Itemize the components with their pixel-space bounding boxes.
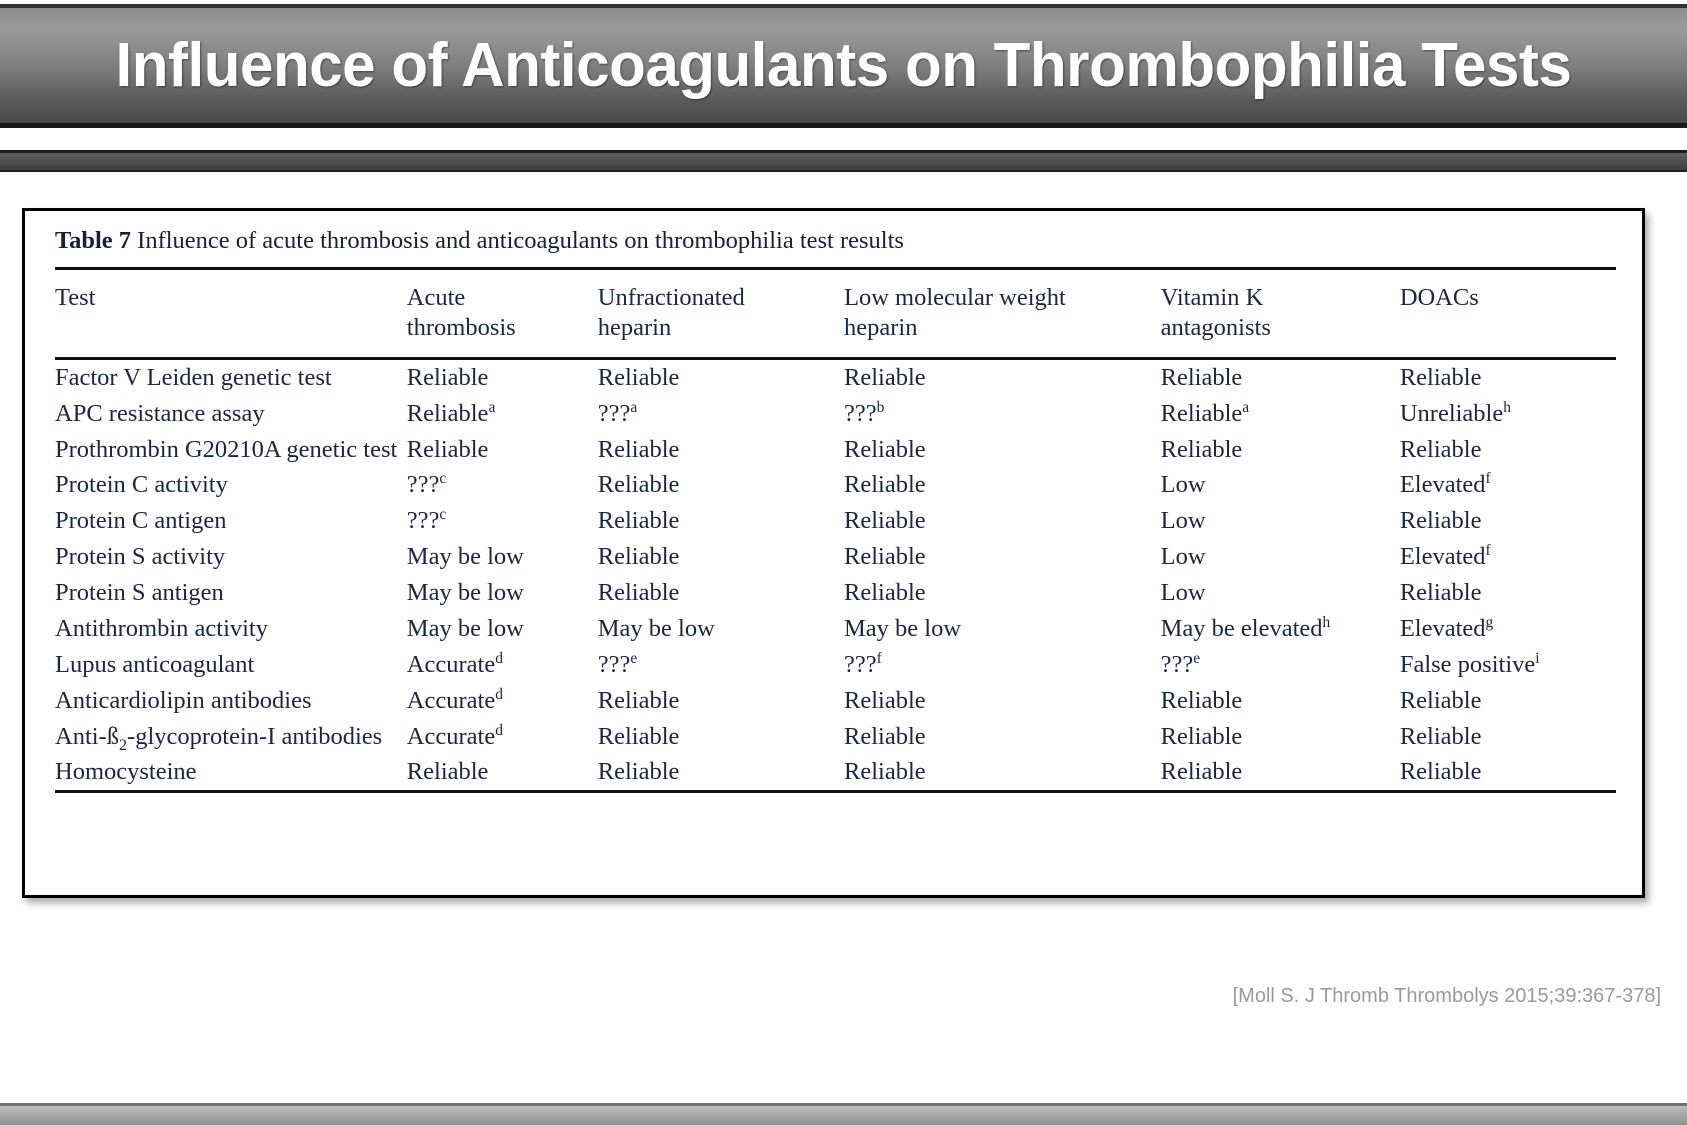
- unfractionated-heparin-value: Reliable: [597, 543, 680, 571]
- cell-vitamin-k-antagonists: [1161, 611, 1400, 647]
- unfractionated-heparin-value: ???$^e$: [597, 649, 638, 678]
- cell-vitamin-k-antagonists: [1161, 575, 1400, 611]
- vitamin-k-antagonists-value: Low: [1160, 507, 1206, 535]
- vitamin-k-antagonists-value: Reliable$^a$: [1160, 398, 1250, 427]
- slide-bottom-bar: [0, 1103, 1687, 1125]
- footnote-marker: d: [495, 721, 503, 739]
- column-header-test: Test: [55, 284, 96, 311]
- unfractionated-heparin-value: ???$^a$: [597, 398, 638, 427]
- table-row: [55, 432, 1616, 468]
- acute-thrombosis-value: ???$^c$: [406, 470, 447, 499]
- cell-unfractionated-heparin: [598, 719, 844, 755]
- cell-low-molecular-weight-heparin: [844, 467, 1161, 503]
- cell-acute-thrombosis: [407, 719, 598, 755]
- cell-test-name: [55, 503, 407, 539]
- cell-test-name: [55, 360, 407, 396]
- table-bottom-rule: [55, 790, 1616, 793]
- cell-vitamin-k-antagonists: [1161, 432, 1400, 468]
- footnote-marker: g: [1485, 613, 1494, 631]
- unfractionated-heparin-value: Reliable: [597, 722, 680, 750]
- acute-thrombosis-value: Reliable: [406, 435, 489, 463]
- vitamin-k-antagonists-value: Low: [1160, 543, 1206, 571]
- cell-vitamin-k-antagonists: [1161, 467, 1400, 503]
- table-caption-label: Table 7: [55, 227, 132, 254]
- test-name-value: Protein C activity: [55, 471, 228, 499]
- acute-thrombosis-value: May be low: [406, 614, 524, 642]
- table-row: [55, 754, 1616, 790]
- test-name-value: Anti-$ß_2-glycoprotein-I$ antibodies: [55, 722, 383, 754]
- doacs-value: Reliable: [1399, 435, 1482, 463]
- test-name-value: Lupus anticoagulant: [55, 650, 255, 678]
- column-header-acute-thrombosis: Acute thrombosis: [406, 284, 516, 341]
- table-row: [55, 467, 1616, 503]
- cell-test-name: [55, 683, 407, 719]
- footnote-marker: c: [439, 470, 447, 488]
- footnote-marker: f: [876, 649, 882, 667]
- doacs-value: Reliable: [1399, 722, 1482, 750]
- test-name-value: APC resistance assay: [55, 399, 265, 427]
- doacs-value: Unreliable$^h$: [1399, 398, 1511, 427]
- footnote-marker: a: [1242, 398, 1250, 416]
- cell-low-molecular-weight-heparin: [844, 611, 1161, 647]
- unfractionated-heparin-value: Reliable: [597, 435, 680, 463]
- footnote-marker: e: [1193, 649, 1201, 667]
- acute-thrombosis-value: ???$^c$: [406, 506, 447, 535]
- cell-test-name: [55, 467, 407, 503]
- column-header-unfractionated-heparin: Unfractionated heparin: [597, 284, 745, 341]
- footnote-marker: c: [439, 506, 447, 524]
- table-row: [55, 503, 1616, 539]
- low-molecular-weight-heparin-value: Reliable: [844, 507, 926, 535]
- cell-doacs: [1400, 467, 1616, 503]
- cell-low-molecular-weight-heparin: [844, 432, 1161, 468]
- footnote-marker: h: [1322, 613, 1331, 631]
- acute-thrombosis-value: Reliable$^a$: [406, 398, 496, 427]
- low-molecular-weight-heparin-value: Reliable: [844, 686, 926, 714]
- cell-unfractionated-heparin: [598, 754, 844, 790]
- banner-underline-bar: [0, 150, 1687, 172]
- doacs-value: Reliable: [1399, 686, 1482, 714]
- vitamin-k-antagonists-value: Low: [1160, 579, 1206, 606]
- cell-acute-thrombosis: [407, 396, 598, 432]
- cell-vitamin-k-antagonists: [1161, 754, 1400, 790]
- table-inner: [25, 211, 1642, 801]
- vitamin-k-antagonists-value: Low: [1160, 471, 1206, 499]
- acute-thrombosis-value: May be low: [406, 543, 524, 571]
- footnote-marker: a: [488, 398, 496, 416]
- vitamin-k-antagonists-value: Reliable: [1160, 435, 1243, 463]
- vitamin-k-antagonists-value: Reliable: [1160, 758, 1243, 786]
- test-name-value: Homocysteine: [55, 758, 197, 786]
- doacs-value: Elevated$^f$: [1399, 470, 1491, 499]
- cell-low-molecular-weight-heparin: [844, 754, 1161, 790]
- banner-gap: [0, 133, 1687, 150]
- doacs-value: Elevated$^f$: [1399, 541, 1491, 571]
- cell-low-molecular-weight-heparin: [844, 647, 1161, 683]
- cell-test-name: [55, 539, 407, 575]
- cell-acute-thrombosis: [407, 683, 598, 719]
- doacs-value: Reliable: [1399, 579, 1482, 606]
- cell-unfractionated-heparin: [598, 503, 844, 539]
- doacs-value: False positive$^i$: [1399, 649, 1540, 678]
- acute-thrombosis-value: Accurate$^d$: [406, 685, 503, 714]
- cell-doacs: [1400, 360, 1616, 396]
- cell-acute-thrombosis: [407, 539, 598, 575]
- unfractionated-heparin-value: Reliable: [597, 507, 680, 535]
- cell-low-molecular-weight-heparin: [844, 360, 1161, 396]
- low-molecular-weight-heparin-value: Reliable: [844, 471, 926, 499]
- low-molecular-weight-heparin-value: May be low: [844, 614, 962, 642]
- cell-unfractionated-heparin: [598, 396, 844, 432]
- low-molecular-weight-heparin-value: Reliable: [844, 579, 926, 606]
- acute-thrombosis-value: Accurate$^d$: [406, 649, 503, 678]
- cell-vitamin-k-antagonists: [1161, 539, 1400, 575]
- unfractionated-heparin-value: Reliable: [597, 579, 680, 606]
- test-name-value: Factor V Leiden genetic test: [55, 363, 332, 391]
- cell-test-name: [55, 719, 407, 755]
- table-body: [55, 360, 1616, 791]
- table-header-row: [55, 270, 1616, 357]
- cell-acute-thrombosis: [407, 432, 598, 468]
- cell-vitamin-k-antagonists: [1161, 396, 1400, 432]
- low-molecular-weight-heparin-value: Reliable: [844, 543, 926, 571]
- low-molecular-weight-heparin-value: ???$^b$: [844, 398, 885, 427]
- cell-doacs: [1400, 683, 1616, 719]
- acute-thrombosis-value: Reliable: [406, 363, 489, 391]
- slide-title-banner: [0, 4, 1687, 128]
- test-name-value: Prothrombin G20210A genetic test: [55, 435, 398, 463]
- footnote-marker: d: [495, 685, 503, 703]
- unfractionated-heparin-value: Reliable: [597, 686, 680, 714]
- cell-vitamin-k-antagonists: [1161, 503, 1400, 539]
- cell-doacs: [1400, 719, 1616, 755]
- footnote-marker: f: [1485, 541, 1491, 559]
- cell-low-molecular-weight-heparin: [844, 719, 1161, 755]
- cell-vitamin-k-antagonists: [1161, 360, 1400, 396]
- table-row: [55, 575, 1616, 611]
- footnote-marker: i: [1535, 649, 1540, 667]
- cell-doacs: [1400, 611, 1616, 647]
- cell-acute-thrombosis: [407, 503, 598, 539]
- cell-test-name: [55, 754, 407, 790]
- cell-low-molecular-weight-heparin: [844, 396, 1161, 432]
- column-header-low-molecular-weight-heparin: Low molecular weight heparin: [844, 284, 1066, 341]
- cell-acute-thrombosis: [407, 611, 598, 647]
- cell-doacs: [1400, 503, 1616, 539]
- cell-acute-thrombosis: [407, 647, 598, 683]
- page-title: Influence of Anticoagulants on Thrombophilia Tests: [115, 31, 1572, 100]
- cell-unfractionated-heparin: [598, 575, 844, 611]
- cell-test-name: [55, 611, 407, 647]
- table-caption: [55, 227, 1616, 255]
- test-name-value: Protein S activity: [55, 543, 226, 571]
- cell-unfractionated-heparin: [598, 647, 844, 683]
- table-caption-text: Influence of acute thrombosis and anticoagulants on thrombophilia test results: [137, 227, 904, 254]
- table-row: [55, 360, 1616, 396]
- cell-low-molecular-weight-heparin: [844, 575, 1161, 611]
- test-name-value: Protein S antigen: [55, 579, 224, 606]
- low-molecular-weight-heparin-value: Reliable: [844, 435, 926, 463]
- doacs-value: Reliable: [1399, 507, 1482, 535]
- unfractionated-heparin-value: Reliable: [597, 758, 680, 786]
- low-molecular-weight-heparin-value: Reliable: [844, 363, 926, 391]
- cell-test-name: [55, 432, 407, 468]
- low-molecular-weight-heparin-value: Reliable: [844, 758, 926, 786]
- vitamin-k-antagonists-value: May be elevated$^h$: [1160, 613, 1331, 642]
- test-name-value: Antithrombin activity: [55, 614, 268, 642]
- cell-doacs: [1400, 754, 1616, 790]
- cell-low-molecular-weight-heparin: [844, 683, 1161, 719]
- column-header-doacs: DOACs: [1399, 284, 1479, 311]
- unfractionated-heparin-value: Reliable: [597, 363, 680, 391]
- table-row: [55, 611, 1616, 647]
- vitamin-k-antagonists-value: Reliable: [1160, 363, 1243, 391]
- subscript-two: 2: [118, 736, 128, 754]
- cell-unfractionated-heparin: [598, 683, 844, 719]
- table-header: [55, 270, 1616, 357]
- vitamin-k-antagonists-value: Reliable: [1160, 686, 1243, 714]
- cell-doacs: [1400, 539, 1616, 575]
- vitamin-k-antagonists-value: Reliable: [1160, 722, 1243, 750]
- citation-text: [Moll S. J Thromb Thrombolys 2015;39:367-378]: [1232, 985, 1661, 1007]
- table-figure-container: [22, 208, 1645, 898]
- cell-vitamin-k-antagonists: [1161, 647, 1400, 683]
- low-molecular-weight-heparin-value: ???$^f$: [844, 649, 882, 678]
- table-row: [55, 683, 1616, 719]
- cell-unfractionated-heparin: [598, 611, 844, 647]
- footnote-marker: d: [495, 649, 503, 667]
- doacs-value: Elevated$^g$: [1399, 613, 1494, 642]
- footnote-marker: f: [1485, 470, 1491, 488]
- table-row: [55, 647, 1616, 683]
- footnote-marker: a: [630, 398, 638, 416]
- footnote-marker: h: [1503, 398, 1511, 416]
- cell-unfractionated-heparin: [598, 432, 844, 468]
- unfractionated-heparin-value: May be low: [597, 614, 715, 642]
- cell-doacs: [1400, 575, 1616, 611]
- thrombophilia-results-body: [55, 360, 1616, 791]
- cell-acute-thrombosis: [407, 467, 598, 503]
- thrombophilia-results-table: [55, 270, 1616, 357]
- unfractionated-heparin-value: Reliable: [597, 471, 680, 499]
- cell-test-name: [55, 647, 407, 683]
- table-row: [55, 396, 1616, 432]
- doacs-value: Reliable: [1399, 363, 1482, 391]
- cell-acute-thrombosis: [407, 360, 598, 396]
- cell-doacs: [1400, 647, 1616, 683]
- acute-thrombosis-value: May be low: [406, 579, 524, 606]
- cell-doacs: [1400, 396, 1616, 432]
- cell-unfractionated-heparin: [598, 539, 844, 575]
- cell-low-molecular-weight-heparin: [844, 539, 1161, 575]
- cell-doacs: [1400, 432, 1616, 468]
- table-row: [55, 539, 1616, 575]
- cell-test-name: [55, 575, 407, 611]
- cell-acute-thrombosis: [407, 575, 598, 611]
- low-molecular-weight-heparin-value: Reliable: [844, 722, 926, 750]
- acute-thrombosis-value: Accurate$^d$: [406, 721, 503, 750]
- cell-vitamin-k-antagonists: [1161, 683, 1400, 719]
- cell-unfractionated-heparin: [598, 467, 844, 503]
- table-row: [55, 719, 1616, 755]
- test-name-value: Anticardiolipin antibodies: [55, 686, 312, 714]
- acute-thrombosis-value: Reliable: [406, 758, 489, 786]
- cell-test-name: [55, 396, 407, 432]
- cell-vitamin-k-antagonists: [1161, 719, 1400, 755]
- cell-low-molecular-weight-heparin: [844, 503, 1161, 539]
- footnote-marker: e: [630, 649, 638, 667]
- cell-acute-thrombosis: [407, 754, 598, 790]
- column-header-vitamin-k-antagonists: Vitamin K antagonists: [1160, 284, 1271, 341]
- test-name-value: Protein C antigen: [55, 507, 227, 535]
- doacs-value: Reliable: [1399, 758, 1482, 786]
- vitamin-k-antagonists-value: ???$^e$: [1160, 649, 1201, 678]
- footnote-marker: b: [876, 398, 885, 416]
- cell-unfractionated-heparin: [598, 360, 844, 396]
